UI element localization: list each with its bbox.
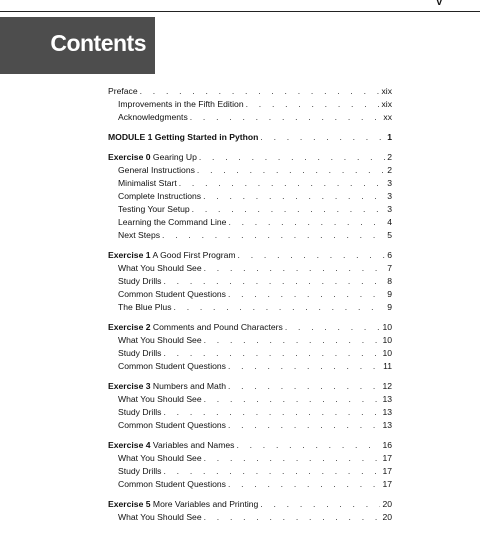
toc-entry-label [108, 380, 226, 392]
exercise-number: Exercise 0 [108, 152, 151, 162]
toc-page-number: 6 [387, 250, 392, 260]
toc-entry-label: Study Drills [118, 348, 162, 358]
toc-entry-label: Common Student Questions [118, 479, 226, 489]
toc-page-number: 17 [382, 479, 392, 489]
toc-subentry[interactable] [118, 478, 392, 490]
exercise-number: Exercise 3 [108, 381, 151, 391]
toc-entry-label [108, 321, 283, 333]
toc-entry[interactable] [108, 151, 392, 163]
toc-page-number: 3 [387, 178, 392, 188]
toc-page-number: 5 [387, 230, 392, 240]
toc-entry[interactable] [108, 321, 392, 333]
dot-leader [204, 452, 381, 464]
toc-page-number: 20 [382, 499, 392, 509]
exercise-number: Exercise 1 [108, 250, 151, 260]
dot-leader [228, 360, 381, 372]
toc-entry-label: Learning the Command Line [118, 217, 227, 227]
toc-page-number: 7 [387, 263, 392, 273]
dot-leader [163, 275, 385, 287]
dot-leader [203, 190, 385, 202]
dot-leader [260, 498, 380, 510]
dot-leader [163, 406, 380, 418]
dot-leader [190, 111, 382, 123]
toc-entry-label: Next Steps [118, 230, 161, 240]
toc-entry-label: Study Drills [118, 466, 162, 476]
toc-entry[interactable] [108, 380, 392, 392]
toc-subentry[interactable] [118, 288, 392, 300]
dot-leader [174, 301, 386, 313]
toc-page-number: 13 [382, 394, 392, 404]
dot-leader [179, 177, 385, 189]
toc-page-number: 17 [382, 466, 392, 476]
toc-subentry[interactable] [118, 511, 392, 523]
exercise-title: Variables and Names [150, 440, 235, 450]
toc-subentry[interactable] [118, 190, 392, 202]
toc-page-number: 9 [387, 289, 392, 299]
header-rule [0, 11, 480, 12]
toc-subentry[interactable] [118, 406, 392, 418]
dot-leader [197, 164, 385, 176]
dot-leader [228, 216, 385, 228]
toc-page-number: 2 [387, 165, 392, 175]
toc-page-number: 1 [387, 132, 392, 142]
toc-page-number: 10 [382, 348, 392, 358]
dot-leader [228, 478, 380, 490]
page-title: Contents [50, 30, 146, 56]
toc-page-number: 3 [387, 204, 392, 214]
dot-leader [204, 511, 381, 523]
toc-page-number: 13 [382, 407, 392, 417]
dot-leader [192, 203, 386, 215]
toc-page-number: 8 [387, 276, 392, 286]
exercise-title: Numbers and Math [150, 381, 226, 391]
toc-page-number: 12 [382, 381, 392, 391]
toc-page-number: 4 [387, 217, 392, 227]
toc-entry[interactable] [108, 439, 392, 451]
toc-entry[interactable] [108, 249, 392, 261]
dot-leader [199, 151, 385, 163]
toc-entry-label: MODULE 1 Getting Started in Python [108, 132, 259, 142]
toc-entry-label: What You Should See [118, 394, 202, 404]
toc-subentry[interactable] [118, 347, 392, 359]
toc-subentry[interactable] [118, 301, 392, 313]
toc-page-number: 2 [387, 152, 392, 162]
dot-leader [162, 229, 385, 241]
toc-entry-label: The Blue Plus [118, 302, 172, 312]
toc-entry-label: What You Should See [118, 263, 202, 273]
toc-entry-label: What You Should See [118, 512, 202, 522]
toc-entry-label: Improvements in the Fifth Edition [118, 99, 244, 109]
exercise-number: Exercise 4 [108, 440, 151, 450]
toc-entry-label: What You Should See [118, 453, 202, 463]
toc-subentry[interactable] [118, 262, 392, 274]
toc-entry[interactable] [108, 498, 392, 510]
toc-entry-label: Minimalist Start [118, 178, 177, 188]
exercise-title: More Variables and Printing [150, 499, 259, 509]
exercise-title: Comments and Pound Characters [150, 322, 283, 332]
toc-subentry[interactable] [118, 275, 392, 287]
toc-entry-label: Preface [108, 86, 138, 96]
toc-page-number: 17 [382, 453, 392, 463]
toc-entry-label [108, 498, 258, 510]
page-number: v [436, 0, 442, 8]
toc-subentry[interactable] [118, 419, 392, 431]
toc-entry[interactable] [108, 131, 392, 143]
toc-subentry[interactable] [118, 465, 392, 477]
toc-page-number: 9 [387, 302, 392, 312]
dot-leader [228, 419, 380, 431]
dot-leader [204, 334, 381, 346]
toc-entry-label: Study Drills [118, 407, 162, 417]
toc-subentry[interactable] [118, 393, 392, 405]
toc-subentry[interactable] [118, 164, 392, 176]
dot-leader [238, 249, 386, 261]
toc-entry-label: Common Student Questions [118, 289, 226, 299]
dot-leader [285, 321, 381, 333]
toc-page-number: 13 [382, 420, 392, 430]
toc-subentry[interactable] [118, 229, 392, 241]
dot-leader [260, 131, 385, 143]
toc-entry-label: Acknowledgments [118, 112, 188, 122]
dot-leader [236, 439, 380, 451]
dot-leader [204, 262, 386, 274]
toc-entry-label [108, 151, 197, 163]
toc-page-number: xix [381, 86, 392, 96]
toc-page-number: 3 [387, 191, 392, 201]
toc-page-number: 11 [383, 361, 392, 371]
exercise-title: A Good First Program [150, 250, 236, 260]
dot-leader [163, 347, 380, 359]
exercise-number: Exercise 5 [108, 499, 151, 509]
toc-subentry[interactable] [118, 98, 392, 110]
toc-entry-label: Common Student Questions [118, 361, 226, 371]
toc-entry-label: General Instructions [118, 165, 195, 175]
toc-subentry[interactable] [118, 452, 392, 464]
toc-subentry[interactable] [118, 111, 392, 123]
toc-subentry[interactable] [118, 177, 392, 189]
toc-page-number: 10 [382, 335, 392, 345]
toc-page-number: 16 [382, 440, 392, 450]
dot-leader [140, 85, 380, 97]
toc-entry-label: Study Drills [118, 276, 162, 286]
toc-subentry[interactable] [118, 334, 392, 346]
dot-leader [246, 98, 380, 110]
dot-leader [228, 380, 380, 392]
toc-subentry[interactable] [118, 216, 392, 228]
toc-page-number: 20 [382, 512, 392, 522]
toc-subentry[interactable] [118, 360, 392, 372]
exercise-title: Gearing Up [150, 152, 197, 162]
dot-leader [204, 393, 381, 405]
toc-page-number: xix [381, 99, 392, 109]
dot-leader [228, 288, 385, 300]
toc-entry-label: Complete Instructions [118, 191, 202, 201]
exercise-number: Exercise 2 [108, 322, 151, 332]
toc-page-number: xx [383, 112, 392, 122]
dot-leader [163, 465, 380, 477]
toc-page-number: 10 [382, 322, 392, 332]
toc-subentry[interactable] [118, 203, 392, 215]
toc-entry-label: What You Should See [118, 335, 202, 345]
contents-banner [0, 17, 155, 74]
toc-entry-label [108, 439, 234, 451]
toc-entry-label: Testing Your Setup [118, 204, 190, 214]
toc-entry-label [108, 249, 236, 261]
toc-entry[interactable] [108, 85, 392, 97]
toc-entry-label: Common Student Questions [118, 420, 226, 430]
